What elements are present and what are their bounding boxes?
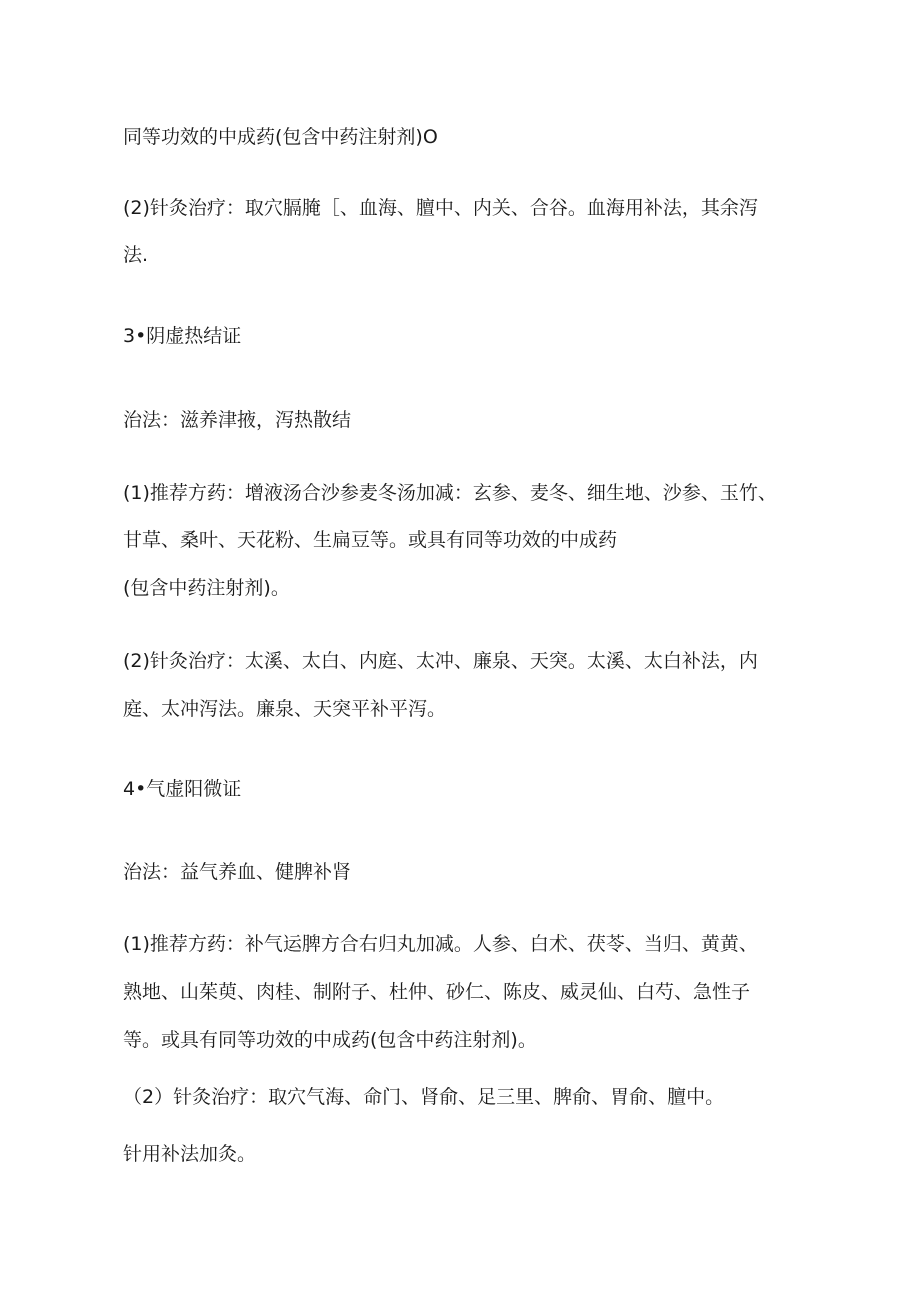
section-heading: 3•阴虚热结证: [123, 325, 242, 347]
text-line: (包含中药注射剂)。: [123, 577, 290, 599]
text-line: 熟地、山茱萸、肉桂、制附子、杜仲、砂仁、陈皮、威灵仙、白芍、急性子: [123, 981, 751, 1003]
text-line: 甘草、桑叶、天花粉、生扁豆等。或具有同等功效的中成药: [123, 529, 618, 551]
text-line: 等。或具有同等功效的中成药(包含中药注射剂)。: [123, 1029, 537, 1051]
text-line: 庭、太冲泻法。廉泉、天突平补平泻。: [123, 698, 447, 720]
text-line: (2)针灸治疗：太溪、太白、内庭、太冲、廉泉、天突。太溪、太白补法，内: [123, 650, 758, 672]
text-line: (2)针灸治疗：取穴膈腌［、血海、膻中、内关、合谷。血海用补法，其余泻: [123, 197, 758, 219]
text-line: (1)推荐方药：增液汤合沙参麦冬汤加减：玄参、麦冬、细生地、沙参、玉竹、: [123, 482, 777, 504]
text-line: （2）针灸治疗：取穴气海、命门、肾俞、足三里、脾俞、胃俞、膻中。: [123, 1086, 725, 1108]
text-line: 同等功效的中成药(包含中药注射剂)O: [123, 126, 438, 148]
text-line: 治法：益气养血、健脾补肾: [123, 861, 352, 883]
text-line: (1)推荐方药：补气运脾方合右归丸加减。人参、白术、茯苓、当归、黄黄、: [123, 933, 758, 955]
text-line: 治法：滋养津掖，泻热散结: [123, 409, 352, 431]
section-heading: 4•气虚阳微证: [123, 778, 242, 800]
text-line: 法.: [123, 244, 149, 266]
text-line: 针用补法加灸。: [123, 1143, 257, 1165]
